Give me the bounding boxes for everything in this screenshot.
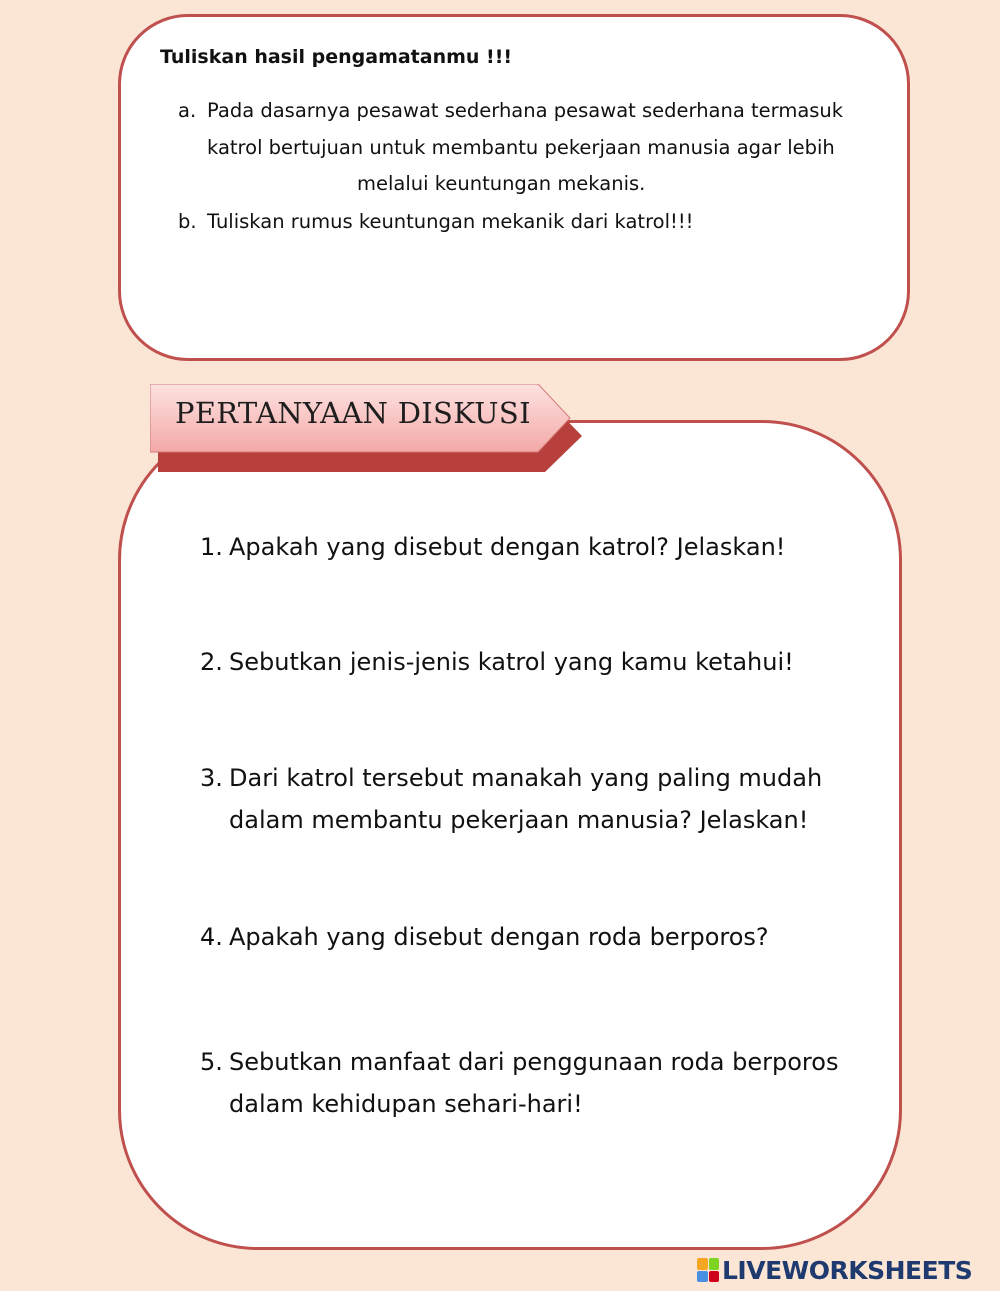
question-3-line-2: dalam membantu pekerjaan manusia? Jelaskan! [229,806,809,834]
question-2-line-1: Sebutkan jenis-jenis katrol yang kamu ketahui! [229,648,794,676]
observation-item-label-b: b. [178,210,197,233]
question-5-number: 5. [200,1048,223,1076]
question-5-line-2: dalam kehidupan sehari-hari! [229,1090,583,1118]
observation-item-label-a: a. [178,99,197,122]
question-4-number: 4. [200,923,223,951]
observation-item-a-line-2: katrol bertujuan untuk membantu pekerjaan manusia agar lebih [207,136,835,159]
question-1-number: 1. [200,533,223,561]
question-5-line-1: Sebutkan manfaat dari penggunaan roda berporos [229,1048,839,1076]
discussion-banner [150,384,582,474]
liveworksheets-logo[interactable] [697,1255,972,1285]
observation-item-a-line-1: Pada dasarnya pesawat sederhana pesawat sederhana termasuk [207,99,844,122]
liveworksheets-logo-text: LIVEWORKSHEETS [722,1255,973,1285]
observation-title: Tuliskan hasil pengamatanmu !!! [160,46,513,68]
question-3-number: 3. [200,764,223,792]
liveworksheets-logo-icon [697,1258,719,1282]
observation-item-b-line-1: Tuliskan rumus keuntungan mekanik dari katrol!!! [207,210,694,233]
question-3-line-1: Dari katrol tersebut manakah yang paling mudah [229,764,823,792]
question-2-number: 2. [200,648,223,676]
question-4-line-1: Apakah yang disebut dengan roda berporos? [229,923,769,951]
discussion-banner-title: PERTANYAAN DISKUSI [175,396,531,430]
observation-item-a-line-3: melalui keuntungan mekanis. [357,172,646,195]
question-1-line-1: Apakah yang disebut dengan katrol? Jelaskan! [229,533,786,561]
